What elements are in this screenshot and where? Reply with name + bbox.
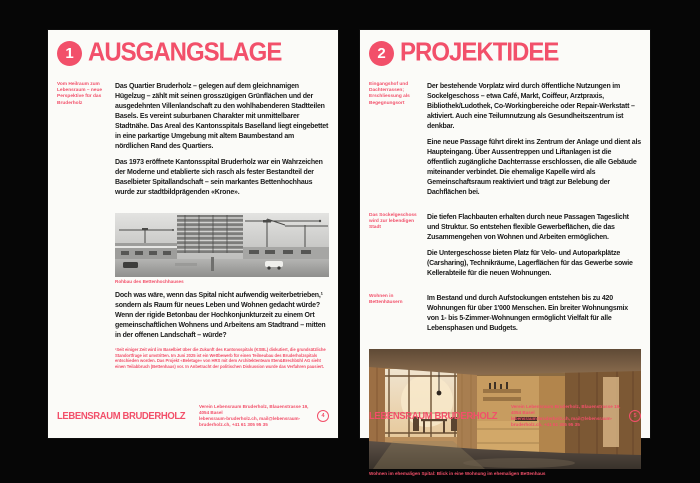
body-paragraph: Im Bestand und durch Aufstockungen entstehen bis zu 420 Wohnungen für über 1'000 Menschen. Ein breiter Wohnungsmix von 1- bis 5-Zimmer-Wohnungen ermöglicht Vielfalt für alle Lebensphasen und Budgets. xyxy=(427,295,628,332)
page-title: PROJEKTIDEE xyxy=(400,38,559,67)
address-line: lebensraum-bruderholz.ch, mail@lebensraum-bruderholz.ch, +41 61 305 95 35 xyxy=(510,416,613,427)
lebensraum-bruderholz-wordmark: LEBENSRAUM BRUDERHOLZ xyxy=(57,410,186,422)
page-footer xyxy=(369,404,641,428)
construction-photo xyxy=(115,213,329,277)
body-paragraph: Die Untergeschosse bieten Platz für Velo- und Autoparkplätze (Carsharing), Technikräume, Lagerflächen für das Gewerbe sowie Kellerabteile für die neuen Wohnungen. xyxy=(427,250,633,277)
page-body xyxy=(57,82,329,369)
page-header xyxy=(57,38,329,68)
footnote: ¹Seit einiger Zeit wird im Baselbiet über die Zukunft des Kantonsspitals (KSBL) diskutiert, die grundsätzliche Standortfrage ist umstritten. Im Juni 2025 ist ein Wettbewerb für einen Teilneubau des Bruderholzspitals entschieden worden. Das Projekt «Beletage» von HRS mit dem Architektenteam Itten&Brechbühl AG sieht einen Teilabbruch (Bettenhaus) vor. In Anbetracht der politischen Diskussion wurde das Verfahren pausiert. xyxy=(115,347,326,369)
margin-note: Vom Heilraum zum Lebensraum – neue Perspektive für das Bruderholz xyxy=(57,82,103,106)
address-line: lebensraum-bruderholz.ch, mail@lebensraum-bruderholz.ch, +41 61 305 95 35 xyxy=(198,416,301,427)
body-paragraph: Der bestehende Vorplatz wird durch öffentliche Nutzungen im Sockelgeschoss – etwa Café, Markt, Coiffeur, Arztpraxis, Bibliothek/Ludothek, Co-Workingbereiche oder Repair-Werkstatt – aktiviert. Auch eine Teilumnutzung als Gesundheitszentrum ist denkbar. xyxy=(427,83,635,130)
contact-address xyxy=(199,404,310,428)
address-line: Verein Lebensraum Bruderholz, Blauenstrasse 19, 4054 Basel xyxy=(510,404,621,415)
section-number-badge: 1 xyxy=(57,41,82,66)
body-paragraph: Doch was wäre, wenn das Spital nicht aufwendig weiterbetrieben,¹ sondern als Raum für neues Leben und Wohnen gedacht würde? Wenn der rigide Betonbau der Hochkonjunkturzeit zu einem Ort gemeinschaftlichen Wohnens und Arbeitens am Stadtrand – mitten in der offenen Landschaft – würde? xyxy=(115,292,326,339)
address-line: Verein Lebensraum Bruderholz, Blauenstrasse 19, 4054 Basel xyxy=(198,404,309,415)
body-paragraph: Die tiefen Flachbauten erhalten durch neue Passagen Tageslicht und Struktur. So entstehen flexible Gewerbeflächen, die das Zusammengehen von Wohnen und Arbeiten ermöglichen. xyxy=(427,214,629,241)
margin-note: Wohnen in Bettenhäusern xyxy=(369,294,403,306)
section-number-badge: 2 xyxy=(369,41,394,66)
margin-note: Eingangshof und Dachterrassen; Erschliessung als Begegnungsort xyxy=(369,82,410,106)
margin-note: Das Sockelgeschoss wird zur lebendigen Stadt xyxy=(369,213,417,231)
lebensraum-bruderholz-wordmark: LEBENSRAUM BRUDERHOLZ xyxy=(369,410,498,422)
construction-photo-block xyxy=(115,213,329,285)
body-paragraph: Das Quartier Bruderholz – gelegen auf dem gleichnamigen Hügelzug – zählt mit seinen grosszügigen Grünflächen und der ausgedehnten Villenlandschaft zu den wohlhabenderen Stadtteilen Basels. Es vereint suburbanen Charakter mit unmittelbarer Stadtnähe. Das Areal des Kantonsspitals Baselland liegt eingebettet in eine parkartige Umgebung mit altem Baumbestand am nördlichen Rand des Quartiers. xyxy=(115,83,329,150)
photo-caption: Wohnen im ehemaligen Spital: Blick in eine Wohnung im ehemaligen Bettenhaus xyxy=(369,471,546,476)
poster-page-ausgangslage xyxy=(48,30,338,438)
poster-page-projektidee xyxy=(360,30,650,476)
body-paragraph: Eine neue Passage führt direkt ins Zentrum der Anlage und dient als Haupteingang. Über Aussentreppen und Liftanlagen ist die öffentlich zugängliche Dachterrasse erschlossen, die alle Gebäude miteinander verbindet. Die ehemalige Kapelle wird als Gemeinschaftsraum reaktiviert und trägt zur Belebung der Dachflächen bei. xyxy=(427,139,641,196)
body-paragraph: Das 1973 eröffnete Kantonsspital Bruderholz war ein Wahrzeichen der Moderne und etablierte sich rasch als fester Bestandteil der Baselbieter Spitallandschaft – sein markantes Bettenhochhaus wurde zur stadtbildprägenden «Krone». xyxy=(115,159,323,196)
page-number-badge: 4 xyxy=(317,410,329,422)
page-title: AUSGANGSLAGE xyxy=(88,38,282,67)
page-number-badge: 5 xyxy=(629,410,641,422)
page-header xyxy=(369,38,641,68)
photo-caption: Rohbau des Bettenhochhauses xyxy=(115,279,184,284)
page-footer xyxy=(57,404,329,428)
contact-address xyxy=(511,404,622,428)
